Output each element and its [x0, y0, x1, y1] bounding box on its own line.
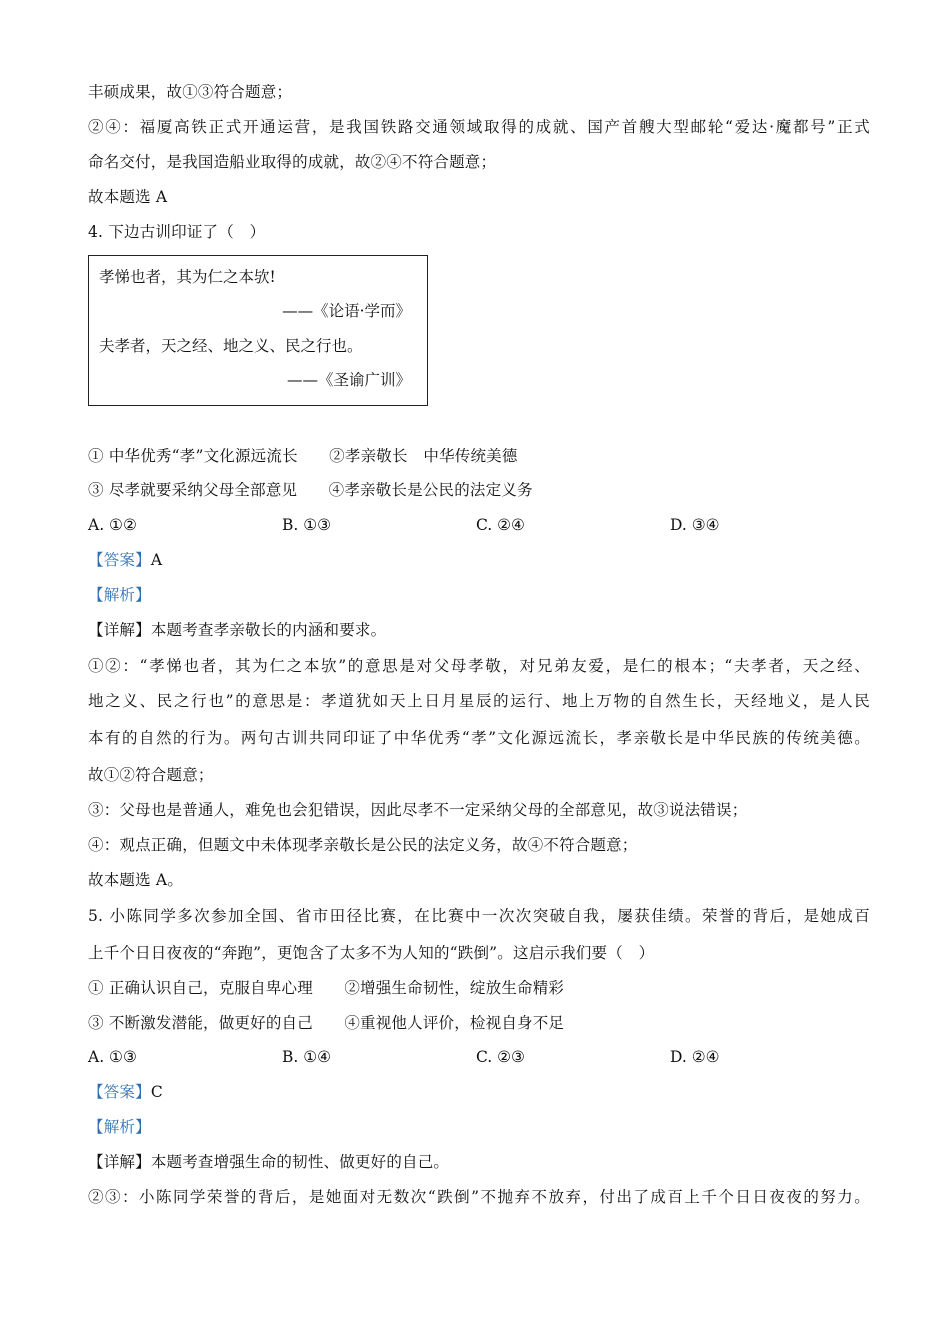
q4-option-b: B. ①③	[282, 516, 332, 534]
q5-answer	[88, 1082, 870, 1102]
q4-conclusion: 故本题选 A。	[88, 871, 184, 889]
q5-option-c: C. ②③	[476, 1048, 525, 1066]
prev-explanation-line: ②④：福厦高铁正式开通运营，是我国铁路交通领域取得的成就、国产首艘大型邮轮“爱达·魔都号”正式	[88, 118, 870, 136]
q4-analysis	[88, 585, 870, 605]
q4-quote-1: 孝悌也者，其为仁之本欤!	[99, 268, 276, 286]
q5-explanation-line: ②③：小陈同学荣誉的背后，是她面对无数次“跌倒”不抛弃不放弃，付出了成百上千个日日夜夜的努力。	[88, 1188, 870, 1206]
q4-explanation-line: ③：父母也是普通人，难免也会犯错误，因此尽孝不一定采纳父母的全部意见，故③说法错误；	[88, 801, 748, 819]
q4-detail	[88, 620, 870, 640]
q4-statement-line: ① 中华优秀“孝”文化源远流长 ②孝亲敬长 中华传统美德	[88, 447, 518, 465]
q4-answer	[88, 550, 870, 570]
answer-tag: 【答案】	[88, 551, 151, 569]
q5-detail	[88, 1152, 870, 1172]
q5-stem: 5. 小陈同学多次参加全国、省市田径比赛，在比赛中一次次突破自我，屡获佳绩。荣誉的背后，是她成百	[88, 907, 870, 925]
detail-text: 本题考查增强生命的韧性、做更好的自己。	[150, 1153, 450, 1171]
prev-explanation-line: 命名交付，是我国造船业取得的成就，故②④不符合题意；	[88, 153, 497, 171]
q4-explanation-line: ④：观点正确，但题文中未体现孝亲敬长是公民的法定义务，故④不符合题意；	[88, 836, 638, 854]
answer-value: A	[150, 551, 163, 569]
detail-tag: 【详解】	[88, 1153, 151, 1171]
answer-value: C	[150, 1083, 163, 1101]
q5-stem: 上千个日日夜夜的“奔跑”，更饱含了太多不为人知的“跌倒”。这启示我们要（ ）	[88, 944, 655, 962]
q4-option-d: D. ③④	[670, 516, 720, 534]
q4-explanation-line: 本有的自然的行为。两句古训共同印证了中华优秀“孝”文化源远流长，孝亲敬长是中华民族的传统美德。	[88, 729, 870, 747]
prev-explanation-line: 丰硕成果，故①③符合题意；	[88, 83, 293, 101]
detail-text: 本题考查孝亲敬长的内涵和要求。	[150, 621, 387, 639]
q4-source-1: ——《论语·学而》	[282, 302, 411, 320]
q4-quote-box	[88, 255, 428, 406]
q5-option-a: A. ①③	[88, 1048, 137, 1066]
answer-tag: 【答案】	[88, 1083, 151, 1101]
detail-tag: 【详解】	[88, 621, 151, 639]
q5-analysis	[88, 1117, 870, 1137]
analysis-tag: 【解析】	[88, 1118, 151, 1136]
q4-explanation-line: ①②：“孝悌也者，其为仁之本欤”的意思是对父母孝敬，对兄弟友爱，是仁的根本；“夫孝者，天之经、	[88, 657, 870, 675]
prev-conclusion: 故本题选 A	[88, 188, 168, 206]
analysis-tag: 【解析】	[88, 586, 151, 604]
q4-explanation-line: 地之义、民之行也”的意思是：孝道犹如天上日月星辰的运行、地上万物的自然生长，天经地义，是人民	[88, 692, 870, 710]
q5-option-b: B. ①④	[282, 1048, 332, 1066]
q4-quote-2: 夫孝者，天之经、地之义、民之行也。	[99, 337, 363, 355]
q4-option-c: C. ②④	[476, 516, 525, 534]
q4-option-a: A. ①②	[88, 516, 137, 534]
q4-explanation-line: 故①②符合题意；	[88, 766, 214, 784]
q5-statement-line: ① 正确认识自己，克服自卑心理 ②增强生命韧性，绽放生命精彩	[88, 979, 565, 997]
q5-option-d: D. ②④	[670, 1048, 720, 1066]
q5-statement-line: ③ 不断激发潜能，做更好的自己 ④重视他人评价，检视自身不足	[88, 1014, 565, 1032]
q4-source-2: ——《圣谕广训》	[286, 371, 411, 389]
q4-stem: 4. 下边古训印证了（ ）	[88, 223, 266, 241]
q4-statement-line: ③ 尽孝就要采纳父母全部意见 ④孝亲敬长是公民的法定义务	[88, 481, 533, 499]
